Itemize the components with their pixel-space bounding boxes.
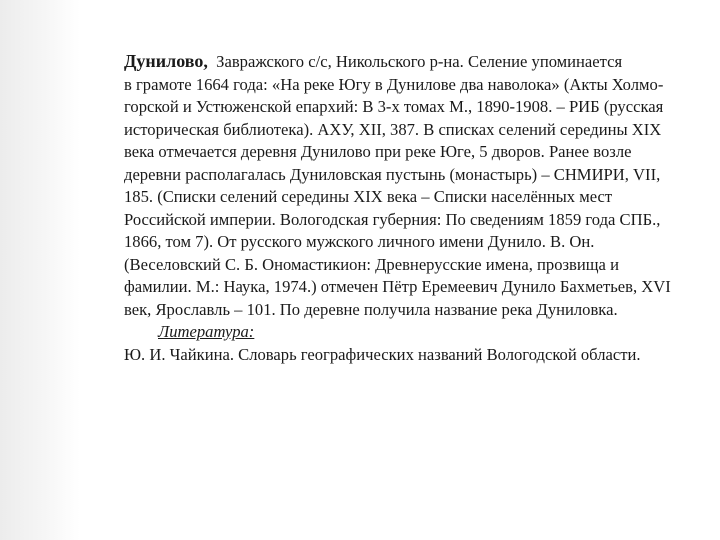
article-line: 1866, том 7). От русского мужского личного имени Дунило. В. Он. xyxy=(124,232,595,251)
left-margin-shadow xyxy=(0,0,80,540)
literature-line xyxy=(124,321,684,344)
article-text xyxy=(124,50,684,366)
article-line-text: Завражского с/с, Никольского р-на. Селение упоминается xyxy=(216,52,623,71)
article-line: горской и Устюженской епархий: В 3-х томах М., 1890-1908. – РИБ (русская xyxy=(124,97,664,116)
article-line: фамилии. М.: Наука, 1974.) отмечен Пётр Еремеевич Дунило Бахметьев, XVI xyxy=(124,277,671,296)
article-line: в грамоте 1664 года: «На реке Югу в Дунилове два наволока» (Акты Холмо- xyxy=(124,74,664,94)
article-line: Российской империи. Вологодская губерния: По сведениям 1859 года СПБ., xyxy=(124,209,661,229)
article-line: (Веселовский С. Б. Ономастикион: Древнерусские имена, прозвища и xyxy=(124,254,619,274)
article-line: 185. (Списки селений середины XIX века – Списки населённых мест xyxy=(124,187,613,206)
slide xyxy=(80,0,720,540)
article-lead-word: Дунилово, xyxy=(124,51,208,71)
article-line: век, Ярославль – 101. По деревне получила название река Дуниловка. xyxy=(124,299,618,319)
literature-heading: Литература: xyxy=(158,322,255,341)
article-line: века отмечается деревня Дунилово при реке Юге, 5 дворов. Ранее возле xyxy=(124,142,632,161)
article-line-1 xyxy=(124,50,684,74)
article-line: деревни располагалась Дуниловская пустынь (монастырь) – СНМИРИ, VII, xyxy=(124,164,661,184)
reference-line: Ю. И. Чайкина. Словарь географических названий Вологодской области. xyxy=(124,344,641,364)
article-line: историческая библиотека). АХУ, XII, 387. В списках селений середины XIX xyxy=(124,119,662,139)
